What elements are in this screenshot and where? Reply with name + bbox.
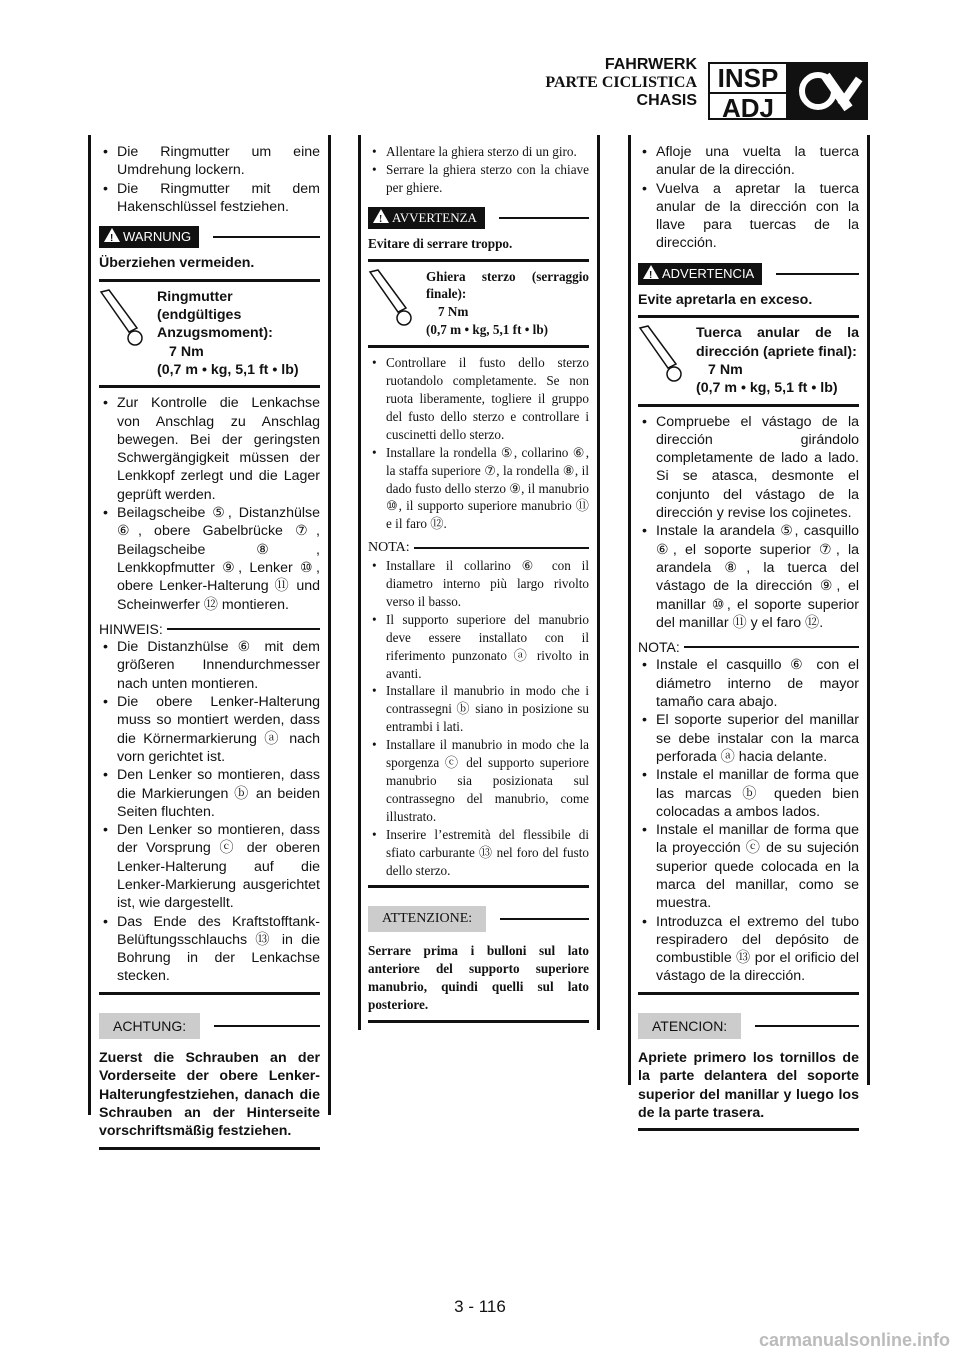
warning-triangle-icon bbox=[104, 228, 120, 242]
torque-value: 7 Nm bbox=[438, 304, 469, 320]
step-item: • Serrare la ghiera sterzo con la chiave per ghiere. bbox=[368, 161, 589, 197]
insp-adj-badge bbox=[708, 62, 788, 123]
step-item: • Die Ringmutter um eine Umdrehung lockern. bbox=[99, 143, 320, 180]
divider bbox=[638, 992, 859, 995]
column-rule bbox=[358, 135, 361, 1030]
caution-label: ACHTUNG: bbox=[99, 1013, 200, 1039]
header-title-es: CHASIS bbox=[636, 92, 697, 109]
torque-wrench-icon bbox=[638, 324, 682, 384]
torque-alt: (0,7 m • kg, 5,1 ft • lb) bbox=[157, 361, 299, 378]
note-item: • Installare il manubrio in modo che i contrassegni ⓑ siano in posizione su entrambi i lati. bbox=[368, 682, 589, 736]
divider bbox=[638, 315, 859, 318]
caution-text: Serrare prima i bulloni sul lato anteriore del supporto superiore manubrio, quindi quelli sul lato posteriore. bbox=[368, 943, 589, 1013]
note-item: • Das Ende des Kraftstofftank-Belüftungsschlauchs ⑬ in die Bohrung in der Lenkachse stecken. bbox=[99, 913, 320, 986]
divider bbox=[99, 1147, 320, 1150]
caution-row bbox=[99, 1013, 320, 1039]
warning-triangle-icon bbox=[643, 265, 659, 279]
torque-spec bbox=[368, 268, 589, 340]
note-item: • Il supporto superiore del manubrio deve essere installato con il riferimento punzonato ⓐ rivolto in avanti. bbox=[368, 611, 589, 683]
note-item: • Die obere Lenker-Halterung muss so montiert werden, dass die Körnermarkierung ⓐ nach vorn gerichtet ist. bbox=[99, 693, 320, 766]
torque-spec bbox=[99, 288, 320, 379]
step-item: • Vuelva a apretar la tuerca anular de la dirección con la llave para tuercas de la dirección. bbox=[638, 180, 859, 253]
caution-row bbox=[638, 1013, 859, 1039]
warning-text: Evite apretarla en exceso. bbox=[638, 292, 813, 309]
divider bbox=[368, 885, 589, 888]
step-item: • Afloje una vuelta la tuerca anular de la dirección. bbox=[638, 143, 859, 180]
divider bbox=[368, 259, 589, 262]
warning-row bbox=[99, 226, 320, 248]
divider bbox=[368, 345, 589, 348]
torque-alt: (0,7 m • kg, 5,1 ft • lb) bbox=[426, 322, 549, 338]
torque-value: 7 Nm bbox=[708, 361, 743, 378]
step-item: • Die Ringmutter mit dem Hakenschlüssel festziehen. bbox=[99, 180, 320, 217]
step-item: • Installare la rondella ⑤, collarino ⑥, la staffa superiore ⑦, la rondella ⑧, il dado fusto dello sterzo ⑨, il manubrio ⑩, il supporto superiore manubrio ⑪ e il faro ⑫. bbox=[368, 444, 589, 534]
header-title-it: PARTE CICLISTICA bbox=[545, 74, 697, 91]
note-header bbox=[99, 620, 320, 638]
divider bbox=[368, 1020, 589, 1023]
note-item: • Instale el manillar de forma que las marcas ⓑ queden bien colocadas a ambos lados. bbox=[638, 766, 859, 821]
caution-text: Zuerst die Schrauben an der Vorderseite der obere Lenker-Halterungfestziehen, danach die Schrauben an der Hinterseite vorschriftsmäßig festziehen. bbox=[99, 1050, 320, 1140]
column-rule bbox=[88, 135, 91, 1115]
warning-label: ! ADVERTENCIA bbox=[638, 263, 762, 285]
note-label: NOTA: bbox=[638, 639, 680, 656]
torque-value: 7 Nm bbox=[169, 343, 204, 360]
note-item: • Den Lenker so montieren, dass der Vorsprung ⓒ der oberen Lenker-Halterung auf die Lenker-Markierung ausgerichtet ist, wie dargestellt. bbox=[99, 821, 320, 912]
footer-watermark: carmanualsonline.info bbox=[758, 1330, 950, 1350]
divider bbox=[638, 1128, 859, 1131]
column-de bbox=[99, 135, 320, 1156]
step-item: • Instale la arandela ⑤, casquillo ⑥, el soporte superior ⑦, la arandela ⑧, la tuerca del vástago de la dirección ⑨, el manillar ⑩, el soporte superior del manillar ⑪ y el faro ⑫. bbox=[638, 522, 859, 632]
note-label: HINWEIS: bbox=[99, 620, 163, 637]
note-item: • Inserire l’estremità del flessibile di sfiato carburante ⑬ nel foro del fusto dello sterzo. bbox=[368, 826, 589, 880]
torque-title: Ghiera sterzo (serraggio finale): bbox=[426, 268, 589, 302]
note-header bbox=[638, 638, 859, 656]
column-es bbox=[638, 135, 859, 1137]
column-rule bbox=[597, 135, 600, 1030]
warning-text: Überziehen vermeiden. bbox=[99, 255, 255, 272]
badge-top: INSP bbox=[710, 64, 786, 94]
warning-row bbox=[368, 207, 589, 229]
caution-label: ATENCION: bbox=[638, 1013, 741, 1039]
note-header bbox=[368, 539, 589, 557]
divider bbox=[99, 992, 320, 995]
torque-wrench-icon bbox=[99, 288, 143, 348]
step-item: • Zur Kontrolle die Lenkachse von Anschlag zu Anschlag bewegen. Bei der geringsten Schwergängigkeit müssen der Lenkkopf zerlegt und die Lager geprüft werden. bbox=[99, 394, 320, 504]
caution-label: ATTENZIONE: bbox=[368, 906, 486, 932]
divider bbox=[99, 279, 320, 282]
torque-alt: (0,7 m • kg, 5,1 ft • lb) bbox=[696, 380, 838, 397]
warning-triangle-icon bbox=[373, 209, 389, 223]
note-item: • Instale el manillar de forma que la proyección ⓒ de su sujeción superior quede colocada en la marca del manillar, como se muestra. bbox=[638, 821, 859, 912]
divider bbox=[99, 385, 320, 388]
column-rule bbox=[628, 135, 631, 1085]
step-item: • Controllare il fusto dello sterzo ruotandolo completamente. Se non ruota liberamente, togliere il gruppo del fusto dello sterzo e controllare i cuscinetti dello sterzo. bbox=[368, 354, 589, 444]
header-title-de: FAHRWERK bbox=[604, 56, 697, 73]
column-rule bbox=[328, 135, 331, 1115]
note-item: • Die Distanzhülse ⑥ mit dem größeren Innendurchmesser nach unten montieren. bbox=[99, 638, 320, 693]
caution-row bbox=[368, 906, 589, 932]
torque-wrench-icon bbox=[368, 268, 412, 328]
note-item: • Installare il manubrio in modo che la sporgenza ⓒ del supporto superiore manubrio sia posizionata sul contrassegno del manubrio, come illustrato. bbox=[368, 736, 589, 826]
divider bbox=[638, 404, 859, 407]
step-item: • Compruebe el vástago de la dirección girándolo completamente de lado a lado. Si se atasca, desmonte el conjunto del vástago de la dirección y revise los cojinetes. bbox=[638, 413, 859, 523]
badge-bottom: ADJ bbox=[721, 93, 774, 123]
page-number: 3 - 116 bbox=[454, 1297, 506, 1316]
note-item: • El soporte superior del manillar se debe instalar con la marca perforada ⓐ hacia delante. bbox=[638, 711, 859, 766]
note-item: • Installare il collarino ⑥ con il diametro interno più largo rivolto verso il basso. bbox=[368, 557, 589, 611]
tool-wrench-icon bbox=[788, 62, 868, 120]
warning-label: ! AVVERTENZA bbox=[368, 207, 485, 229]
warning-label: ! WARNUNG bbox=[99, 226, 199, 248]
note-item: • Den Lenker so montieren, dass die Markierungen ⓑ an beiden Seiten fluchten. bbox=[99, 766, 320, 821]
warning-row bbox=[638, 263, 859, 285]
torque-title: Ringmutter (endgültiges Anzugsmoment): bbox=[157, 288, 273, 342]
torque-title: Tuerca anular de la dirección (apriete final): bbox=[696, 325, 859, 360]
section-header bbox=[545, 56, 697, 110]
column-it bbox=[368, 135, 589, 1029]
note-item: • Introduzca el extremo del tubo respiradero del depósito de combustible ⑬ por el orificio del vástago de la dirección. bbox=[638, 913, 859, 986]
torque-spec bbox=[638, 324, 859, 397]
note-item: • Instale el casquillo ⑥ con el diámetro interno de mayor tamaño cara abajo. bbox=[638, 656, 859, 711]
warning-text: Evitare di serrare troppo. bbox=[368, 235, 513, 251]
note-label: NOTA: bbox=[368, 540, 410, 556]
step-item: • Beilagscheibe ⑤, Distanzhülse ⑥, obere Gabelbrücke ⑦, Beilagscheibe ⑧, Lenkkopfmutter ⑨, Lenker ⑩, obere Lenker-Halterung ⑪ und Scheinwerfer ⑫ montieren. bbox=[99, 504, 320, 614]
caution-text: Apriete primero los tornillos de la parte delantera del soporte superior del manillar y luego los de la parte trasera. bbox=[638, 1050, 859, 1121]
column-rule bbox=[867, 135, 870, 1085]
step-item: • Allentare la ghiera sterzo di un giro. bbox=[368, 143, 589, 161]
